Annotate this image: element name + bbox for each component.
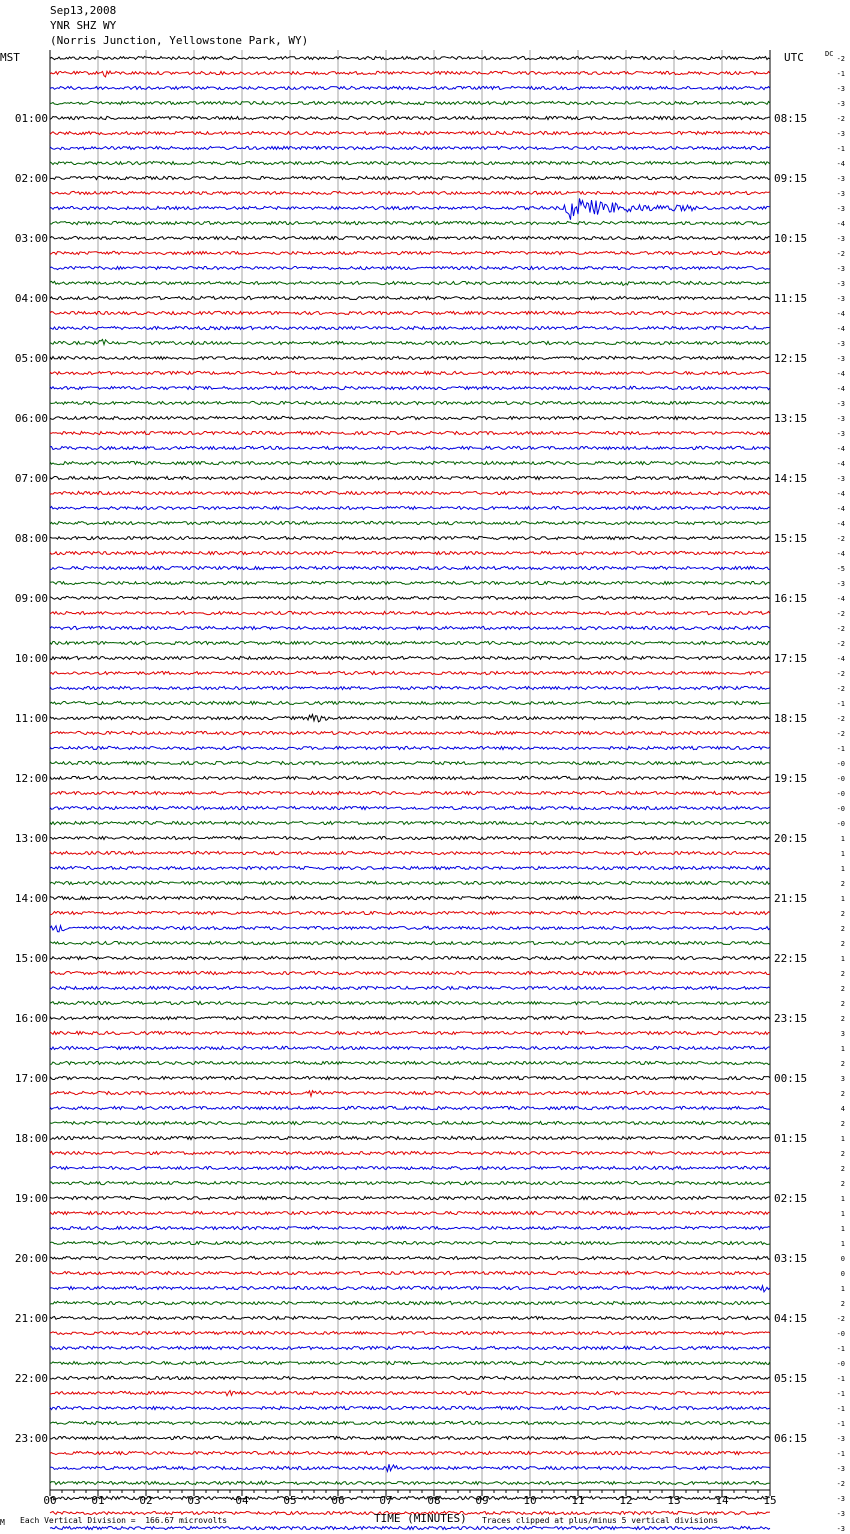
dc-offset-label: 4 <box>840 1105 845 1113</box>
trace-line <box>50 326 770 329</box>
right-hour-label: 14:15 <box>774 472 808 485</box>
right-hour-label: 15:15 <box>774 532 808 545</box>
dc-offset-label: 1 <box>840 955 845 963</box>
dc-offset-label: -5 <box>836 565 845 573</box>
trace-line <box>50 611 770 614</box>
dc-offset-label: -4 <box>836 520 845 528</box>
dc-offset-label: 1 <box>840 1240 845 1248</box>
dc-offset-label: -0 <box>836 775 845 783</box>
trace-line <box>50 296 770 299</box>
dc-offset-label: -4 <box>836 160 845 168</box>
dc-offset-label: -4 <box>836 325 845 333</box>
right-hour-label: 11:15 <box>774 292 808 305</box>
trace-line <box>50 881 770 884</box>
trace-line <box>50 1136 770 1139</box>
trace-line <box>50 371 770 374</box>
trace-line <box>50 1031 770 1034</box>
right-hour-label: 19:15 <box>774 772 808 785</box>
trace-line <box>50 1166 770 1169</box>
trace-line <box>50 911 770 914</box>
dc-offset-label: 1 <box>840 835 845 843</box>
right-hour-label: 00:15 <box>774 1072 808 1085</box>
dc-offset-label: -3 <box>836 355 845 363</box>
trace-line <box>50 491 770 494</box>
x-tick-label: 08 <box>427 1494 441 1507</box>
trace-line <box>50 461 770 464</box>
dc-offset-label: -4 <box>836 655 845 663</box>
dc-offset-label: -4 <box>836 595 845 603</box>
station-location: (Norris Junction, Yellowstone Park, WY) <box>50 34 309 47</box>
trace-line <box>50 356 770 359</box>
dc-offset-label: -1 <box>836 1390 845 1398</box>
trace-line <box>50 821 770 824</box>
dc-offset-label: -3 <box>836 400 845 408</box>
dc-offset-label: -3 <box>836 100 845 108</box>
dc-offset-label: -3 <box>836 280 845 288</box>
left-hour-label: 21:00 <box>14 1312 48 1325</box>
x-tick-label: 06 <box>331 1494 345 1507</box>
trace-line <box>50 956 770 959</box>
trace-line <box>50 281 770 285</box>
right-hour-label: 16:15 <box>774 592 808 605</box>
trace-line <box>50 1286 770 1292</box>
trace-line <box>50 446 770 449</box>
scale-note: Each Vertical Division = 166.67 microvolts <box>20 1516 228 1525</box>
left-hour-label: 04:00 <box>14 292 48 305</box>
left-hour-label: 13:00 <box>14 832 48 845</box>
left-hour-label: 10:00 <box>14 652 48 665</box>
trace-line <box>50 401 770 404</box>
dc-offset-label: -1 <box>836 700 845 708</box>
right-hour-label: 22:15 <box>774 952 808 965</box>
trace-line <box>50 1451 770 1454</box>
trace-line <box>50 476 770 479</box>
dc-offset-label: -2 <box>836 670 845 678</box>
trace-line <box>50 776 770 779</box>
left-hour-label: 02:00 <box>14 172 48 185</box>
trace-line <box>50 71 770 77</box>
trace-line <box>50 1526 770 1529</box>
left-hour-label: 11:00 <box>14 712 48 725</box>
dc-offset-label: -3 <box>836 175 845 183</box>
left-hour-label: 03:00 <box>14 232 48 245</box>
dc-offset-label: -4 <box>836 490 845 498</box>
left-hour-label: 17:00 <box>14 1072 48 1085</box>
trace-line <box>50 866 770 869</box>
trace-line <box>50 1464 770 1471</box>
trace-line <box>50 1496 770 1499</box>
trace-line <box>50 626 770 629</box>
trace-line <box>50 1421 770 1424</box>
x-tick-label: 03 <box>187 1494 201 1507</box>
dc-offset-label: 2 <box>840 1060 845 1068</box>
trace-line <box>50 1226 770 1229</box>
x-tick-label: 02 <box>139 1494 153 1507</box>
trace-line <box>50 701 770 704</box>
left-hour-label: 06:00 <box>14 412 48 425</box>
x-tick-label: 00 <box>43 1494 57 1507</box>
trace-line <box>50 656 770 659</box>
dc-offset-label: -0 <box>836 1330 845 1338</box>
trace-line <box>50 1181 770 1184</box>
trace-line <box>50 551 770 554</box>
x-tick-label: 05 <box>283 1494 297 1507</box>
trace-line <box>50 536 770 539</box>
trace-line <box>50 806 770 809</box>
trace-line <box>50 386 770 389</box>
trace-line <box>50 1436 770 1439</box>
trace-line <box>50 596 770 599</box>
dc-offset-label: -3 <box>836 340 845 348</box>
trace-line <box>50 746 770 749</box>
left-hour-label: 05:00 <box>14 352 48 365</box>
trace-line <box>50 431 770 434</box>
left-hour-label: 15:00 <box>14 952 48 965</box>
trace-line <box>50 1406 770 1409</box>
dc-offset-label: 2 <box>840 1000 845 1008</box>
trace-line <box>50 581 770 584</box>
dc-offset-label: 2 <box>840 1165 845 1173</box>
dc-offset-label: -2 <box>836 250 845 258</box>
x-tick-label: 04 <box>235 1494 249 1507</box>
trace-line <box>50 116 770 119</box>
dc-offset-label: -2 <box>836 685 845 693</box>
dc-offset-label: 1 <box>840 1195 845 1203</box>
trace-line <box>50 146 770 149</box>
dc-offset-label: -3 <box>836 1465 845 1473</box>
dc-column-label: DC <box>825 50 834 58</box>
trace-line <box>50 1346 770 1349</box>
trace-line <box>50 176 770 179</box>
x-tick-label: 15 <box>763 1494 777 1507</box>
trace-line <box>50 161 770 164</box>
dc-offset-label: -3 <box>836 85 845 93</box>
x-tick-label: 01 <box>91 1494 105 1507</box>
dc-offset-label: -3 <box>836 1525 845 1533</box>
trace-line <box>50 311 770 314</box>
trace-line <box>50 251 770 254</box>
dc-offset-label: 2 <box>840 910 845 918</box>
trace-line <box>50 86 770 89</box>
dc-offset-label: -1 <box>836 70 845 78</box>
trace-line <box>50 1076 770 1079</box>
trace-line <box>50 1211 770 1214</box>
dc-offset-label: -2 <box>836 115 845 123</box>
right-hour-label: 12:15 <box>774 352 808 365</box>
dc-offset-label: 2 <box>840 1150 845 1158</box>
dc-offset-label: 2 <box>840 1180 845 1188</box>
right-hour-label: 03:15 <box>774 1252 808 1265</box>
dc-offset-label: -1 <box>836 1375 845 1383</box>
dc-offset-label: 2 <box>840 940 845 948</box>
trace-line <box>50 851 770 854</box>
x-tick-label: 13 <box>667 1494 681 1507</box>
trace-line <box>50 836 770 839</box>
clip-note: Traces clipped at plus/minus 5 vertical divisions <box>482 1516 719 1525</box>
trace-line <box>50 339 770 344</box>
dc-offset-label: -2 <box>836 1315 845 1323</box>
trace-line <box>50 236 770 239</box>
dc-offset-label: -3 <box>836 190 845 198</box>
dc-offset-label: 1 <box>840 1210 845 1218</box>
trace-line <box>50 1151 770 1154</box>
trace-line <box>50 1481 770 1485</box>
dc-offset-label: -3 <box>836 1495 845 1503</box>
dc-offset-label: 2 <box>840 970 845 978</box>
left-timezone-label: MST <box>0 51 20 64</box>
trace-line <box>50 1376 770 1379</box>
dc-offset-label: -1 <box>836 1345 845 1353</box>
right-hour-label: 18:15 <box>774 712 808 725</box>
trace-line <box>50 686 770 689</box>
dc-offset-label: -0 <box>836 760 845 768</box>
left-hour-label: 22:00 <box>14 1372 48 1385</box>
dc-offset-label: -1 <box>836 145 845 153</box>
trace-line <box>50 1331 770 1334</box>
right-hour-label: 08:15 <box>774 112 808 125</box>
left-hour-label: 09:00 <box>14 592 48 605</box>
trace-line <box>50 1256 770 1259</box>
trace-line <box>50 506 770 509</box>
trace-line <box>50 416 770 419</box>
trace-line <box>50 971 770 974</box>
dc-offset-label: 2 <box>840 1120 845 1128</box>
left-hour-label: 01:00 <box>14 112 48 125</box>
dc-offset-label: -3 <box>836 235 845 243</box>
dc-offset-label: -3 <box>836 1435 845 1443</box>
right-hour-label: 06:15 <box>774 1432 808 1445</box>
right-hour-label: 01:15 <box>774 1132 808 1145</box>
left-hour-label: 23:00 <box>14 1432 48 1445</box>
dc-offset-label: -2 <box>836 535 845 543</box>
trace-line <box>50 566 770 569</box>
dc-offset-label: -2 <box>836 1480 845 1488</box>
dc-offset-label: 1 <box>840 895 845 903</box>
dc-offset-label: -3 <box>836 205 845 213</box>
trace-line <box>50 896 770 899</box>
dc-offset-label: -3 <box>836 295 845 303</box>
dc-offset-label: -0 <box>836 820 845 828</box>
left-hour-label: 16:00 <box>14 1012 48 1025</box>
dc-offset-label: -3 <box>836 1510 845 1518</box>
right-hour-label: 23:15 <box>774 1012 808 1025</box>
right-hour-label: 17:15 <box>774 652 808 665</box>
right-hour-label: 20:15 <box>774 832 808 845</box>
dc-offset-label: 2 <box>840 1015 845 1023</box>
trace-line <box>50 521 770 524</box>
dc-offset-label: -3 <box>836 415 845 423</box>
dc-offset-label: -2 <box>836 55 845 63</box>
left-hour-label: 12:00 <box>14 772 48 785</box>
dc-offset-label: 2 <box>840 985 845 993</box>
trace-line <box>50 1361 770 1364</box>
x-tick-label: 14 <box>715 1494 729 1507</box>
trace-line <box>50 1241 770 1244</box>
right-hour-label: 09:15 <box>774 172 808 185</box>
dc-offset-label: -1 <box>836 1420 845 1428</box>
dc-offset-label: -4 <box>836 310 845 318</box>
trace-line <box>50 731 770 734</box>
trace-line <box>50 1016 770 1019</box>
left-hour-label: 08:00 <box>14 532 48 545</box>
right-hour-label: 02:15 <box>774 1192 808 1205</box>
trace-line <box>50 1301 770 1304</box>
dc-offset-label: 2 <box>840 925 845 933</box>
dc-offset-label: 1 <box>840 850 845 858</box>
dc-offset-label: -3 <box>836 130 845 138</box>
dc-offset-label: 1 <box>840 1045 845 1053</box>
right-hour-label: 21:15 <box>774 892 808 905</box>
trace-line <box>50 926 770 932</box>
dc-offset-label: -1 <box>836 1405 845 1413</box>
dc-offset-label: -1 <box>836 745 845 753</box>
x-tick-label: 11 <box>571 1494 585 1507</box>
trace-line <box>50 986 770 989</box>
trace-line <box>50 198 770 219</box>
trace-line <box>50 1121 770 1124</box>
right-hour-label: 13:15 <box>774 412 808 425</box>
dc-offset-label: -3 <box>836 475 845 483</box>
dc-offset-label: -3 <box>836 580 845 588</box>
x-tick-label: 09 <box>475 1494 489 1507</box>
dc-offset-label: -2 <box>836 640 845 648</box>
x-tick-label: 07 <box>379 1494 393 1507</box>
left-hour-label: 19:00 <box>14 1192 48 1205</box>
dc-offset-label: -3 <box>836 265 845 273</box>
trace-line <box>50 1061 770 1064</box>
dc-offset-label: 0 <box>840 1270 845 1278</box>
dc-offset-label: -0 <box>836 805 845 813</box>
dc-offset-label: -2 <box>836 730 845 738</box>
station-code: YNR SHZ WY <box>50 19 117 32</box>
dc-offset-label: 1 <box>840 1285 845 1293</box>
dc-offset-label: 1 <box>840 1225 845 1233</box>
trace-line <box>50 1391 770 1396</box>
dc-offset-label: 1 <box>840 1135 845 1143</box>
dc-offset-label: 2 <box>840 1090 845 1098</box>
trace-line <box>50 56 770 59</box>
trace-line <box>50 221 770 224</box>
trace-line <box>50 1046 770 1049</box>
dc-offset-label: 3 <box>840 1030 845 1038</box>
dc-offset-label: -4 <box>836 445 845 453</box>
trace-line <box>50 191 770 194</box>
dc-offset-label: -0 <box>836 790 845 798</box>
dc-offset-label: 0 <box>840 1255 845 1263</box>
trace-line <box>50 101 770 104</box>
dc-offset-label: -3 <box>836 430 845 438</box>
corner-mark: M <box>0 1518 5 1527</box>
x-tick-label: 10 <box>523 1494 537 1507</box>
dc-offset-label: -4 <box>836 460 845 468</box>
trace-line <box>50 131 770 134</box>
left-hour-label: 14:00 <box>14 892 48 905</box>
trace-line <box>50 641 770 644</box>
trace-line <box>50 266 770 269</box>
dc-offset-label: -2 <box>836 610 845 618</box>
dc-offset-label: -4 <box>836 550 845 558</box>
dc-offset-label: -2 <box>836 715 845 723</box>
x-axis-title: TIME (MINUTES) <box>374 1512 467 1525</box>
right-hour-label: 10:15 <box>774 232 808 245</box>
dc-offset-label: -4 <box>836 370 845 378</box>
trace-line <box>50 1271 770 1274</box>
trace-line <box>50 791 770 794</box>
dc-offset-label: 1 <box>840 865 845 873</box>
dc-offset-label: 3 <box>840 1075 845 1083</box>
dc-offset-label: 2 <box>840 880 845 888</box>
right-hour-label: 05:15 <box>774 1372 808 1385</box>
dc-offset-label: -4 <box>836 505 845 513</box>
left-hour-label: 18:00 <box>14 1132 48 1145</box>
left-hour-label: 20:00 <box>14 1252 48 1265</box>
trace-line <box>50 1196 770 1199</box>
trace-line <box>50 1091 770 1097</box>
dc-offset-label: -1 <box>836 1450 845 1458</box>
left-hour-label: 07:00 <box>14 472 48 485</box>
trace-line <box>50 941 770 944</box>
trace-line <box>50 761 770 764</box>
x-tick-label: 12 <box>619 1494 633 1507</box>
dc-offset-label: -0 <box>836 1360 845 1368</box>
trace-line <box>50 715 770 722</box>
right-hour-label: 04:15 <box>774 1312 808 1325</box>
right-timezone-label: UTC <box>784 51 804 64</box>
dc-offset-label: -4 <box>836 385 845 393</box>
trace-line <box>50 1316 770 1319</box>
dc-offset-label: -2 <box>836 625 845 633</box>
trace-line <box>50 1106 770 1109</box>
dc-offset-label: -4 <box>836 220 845 228</box>
plot-date: Sep13,2008 <box>50 4 117 17</box>
trace-line <box>50 671 770 674</box>
dc-offset-label: 2 <box>840 1300 845 1308</box>
trace-line <box>50 1001 770 1004</box>
